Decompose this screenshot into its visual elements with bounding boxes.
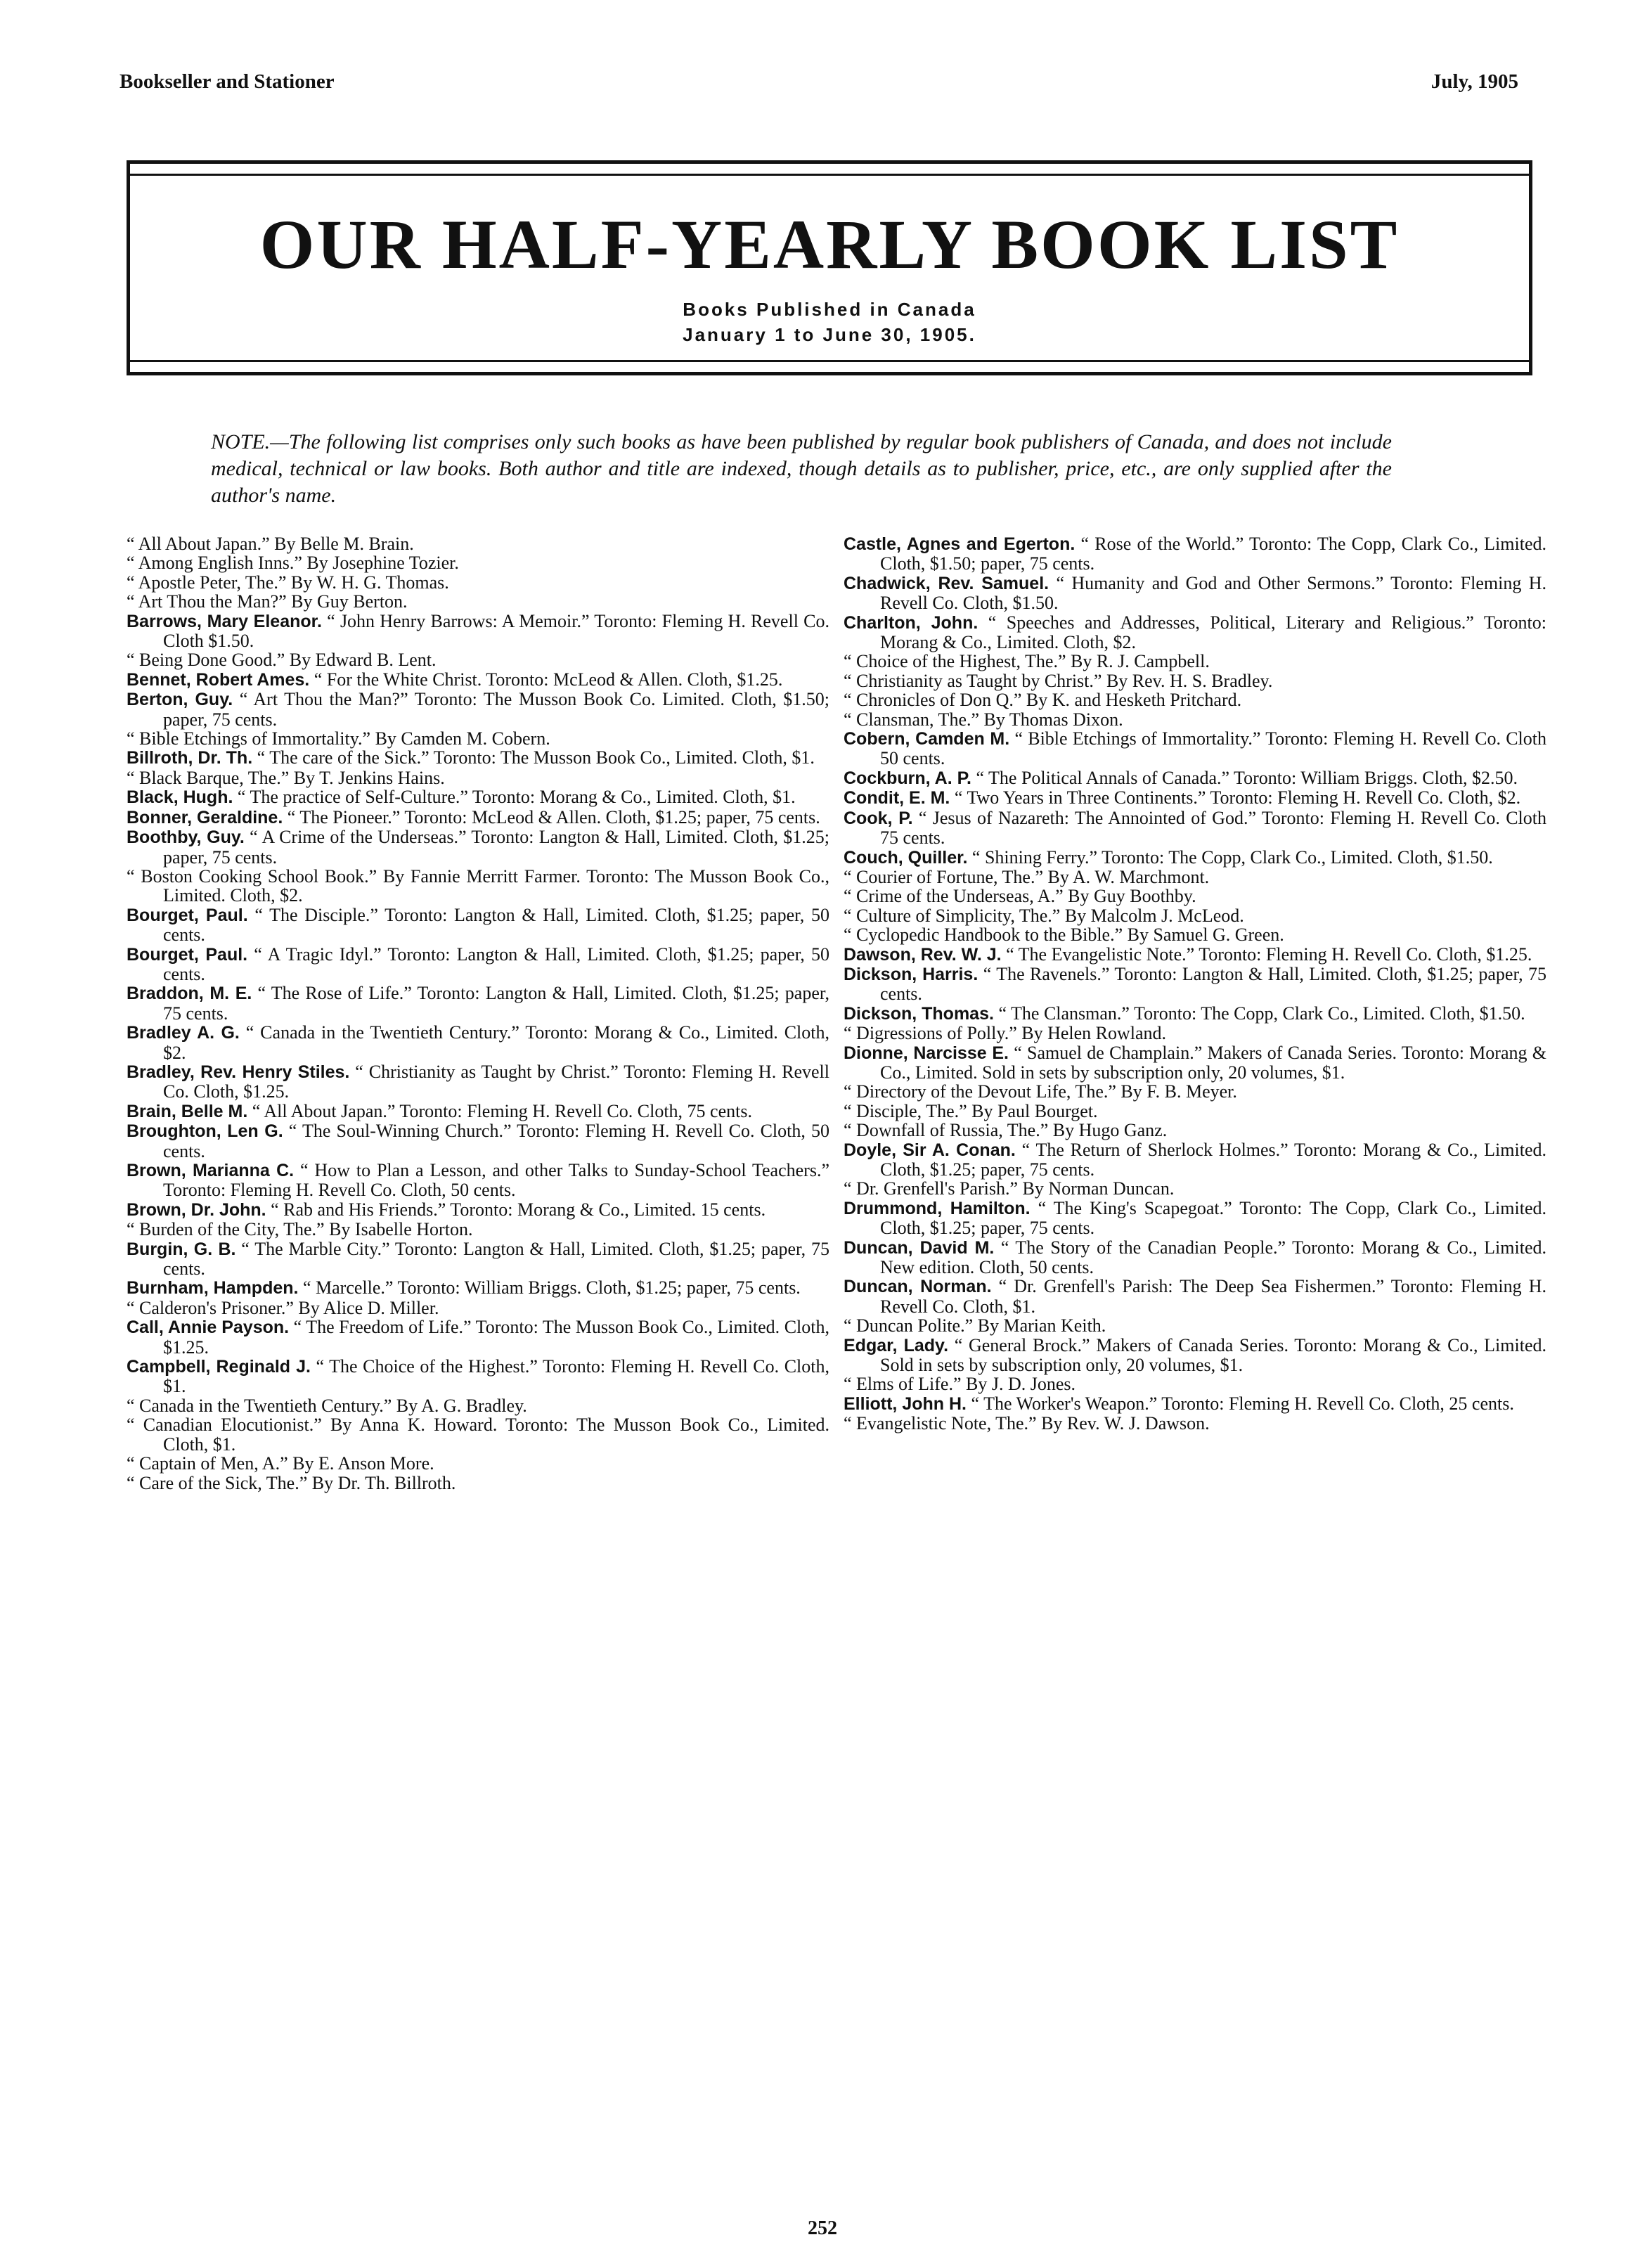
- book-entry: [844, 613, 1546, 652]
- book-entry: [127, 1317, 829, 1357]
- book-details: “ The Freedom of Life.” Toronto: The Musson Book Co., Limited. Cloth, $1.25.: [163, 1317, 829, 1358]
- running-head: [120, 70, 1518, 105]
- book-author: Condit, E. M.: [844, 788, 950, 808]
- book-entry: [127, 1161, 829, 1200]
- book-entry: [127, 1102, 829, 1121]
- book-entry: [127, 984, 829, 1023]
- book-entry: [844, 1199, 1546, 1238]
- book-details: “ Digressions of Polly.” By Helen Rowland.: [844, 1023, 1167, 1044]
- book-entry: [844, 1238, 1546, 1277]
- book-details: “ Duncan Polite.” By Marian Keith.: [844, 1315, 1106, 1336]
- book-author: Doyle, Sir A. Conan.: [844, 1140, 1016, 1160]
- book-author: Boothby, Guy.: [127, 827, 245, 848]
- book-entry: [127, 534, 829, 553]
- book-entry: [127, 1023, 829, 1062]
- book-entry: [844, 848, 1546, 868]
- book-details: “ The Story of the Canadian People.” Toronto: Morang & Co., Limited. New edition. Cloth, 50 cents.: [880, 1237, 1546, 1278]
- book-entry: [844, 1394, 1546, 1414]
- book-author: Cockburn, A. P.: [844, 768, 971, 788]
- book-entry: [844, 1082, 1546, 1101]
- book-entry: [844, 868, 1546, 887]
- issue-date: July, 1905: [1430, 70, 1518, 93]
- book-details: “ A Tragic Idyl.” Toronto: Langton & Hall, Limited. Cloth, $1.25; paper, 50 cents.: [163, 943, 829, 984]
- book-entry: [127, 573, 829, 592]
- book-entry: [844, 768, 1546, 788]
- book-entry: [844, 788, 1546, 808]
- book-details: “ The Evangelistic Note.” Toronto: Fleming H. Revell Co. Cloth, $1.25.: [1001, 943, 1532, 965]
- book-details: “ Marcelle.” Toronto: William Briggs. Cloth, $1.25; paper, 75 cents.: [298, 1277, 801, 1299]
- book-entry: [127, 690, 829, 729]
- book-details: “ Chronicles of Don Q.” By K. and Hesketh Pritchard.: [844, 690, 1242, 711]
- book-details: “ Cyclopedic Handbook to the Bible.” By Samuel G. Green.: [844, 924, 1284, 946]
- book-details: “ Clansman, The.” By Thomas Dixon.: [844, 709, 1123, 730]
- book-details: “ Apostle Peter, The.” By W. H. G. Thomas.: [127, 572, 449, 593]
- book-author: Bourget, Paul.: [127, 905, 248, 925]
- book-author: Bourget, Paul.: [127, 944, 248, 965]
- book-entry: [844, 1043, 1546, 1083]
- book-author: Drummond, Hamilton.: [844, 1198, 1031, 1218]
- book-entry: [127, 1396, 829, 1415]
- book-details: “ Dr. Grenfell's Parish: The Deep Sea Fishermen.” Toronto: Fleming H. Revell Co. Cloth, $1.: [880, 1276, 1546, 1317]
- book-entry: [127, 1239, 829, 1279]
- book-entry: [127, 867, 829, 906]
- book-entry: [127, 729, 829, 748]
- book-details: “ Bible Etchings of Immortality.” Toronto: Fleming H. Revell Co. Cloth 50 cents.: [880, 728, 1546, 769]
- column-left: [127, 534, 829, 1493]
- book-details: “ All About Japan.” Toronto: Fleming H. Revell Co. Cloth, 75 cents.: [247, 1100, 752, 1121]
- book-entry: [127, 1200, 829, 1220]
- book-entry: [127, 553, 829, 572]
- book-author: Brain, Belle M.: [127, 1101, 248, 1121]
- book-entry: [844, 808, 1546, 848]
- book-details: “ The Political Annals of Canada.” Toronto: William Briggs. Cloth, $2.50.: [971, 767, 1518, 788]
- book-author: Burnham, Hampden.: [127, 1278, 299, 1299]
- book-details: “ Culture of Simplicity, The.” By Malcolm J. McLeod.: [844, 905, 1244, 926]
- book-entry: [127, 1299, 829, 1317]
- book-details: “ Downfall of Russia, The.” By Hugo Ganz.: [844, 1120, 1168, 1141]
- book-details: “ Dr. Grenfell's Parish.” By Norman Duncan.: [844, 1178, 1175, 1199]
- book-details: “ The Marble City.” Toronto: Langton & Hall, Limited. Cloth, $1.25; paper, 75 cents.: [163, 1238, 829, 1280]
- book-details: “ Canada in the Twentieth Century.” Toronto: Morang & Co., Limited. Cloth, $2.: [163, 1022, 829, 1063]
- book-entry: [844, 574, 1546, 613]
- book-entry: [844, 1179, 1546, 1198]
- book-details: “ The Disciple.” Toronto: Langton & Hall, Limited. Cloth, $1.25; paper, 50 cents.: [163, 904, 829, 946]
- title-box: [127, 160, 1532, 375]
- book-author: Burgin, G. B.: [127, 1239, 236, 1259]
- book-details: “ Art Thou the Man?” Toronto: The Musson Book Co. Limited. Cloth, $1.50; paper, 75 cents.: [163, 689, 829, 730]
- book-details: “ Evangelistic Note, The.” By Rev. W. J. Dawson.: [844, 1413, 1210, 1434]
- book-author: Duncan, David M.: [844, 1237, 995, 1258]
- book-entry: [844, 1316, 1546, 1335]
- book-entry: [844, 1277, 1546, 1316]
- book-entry: [844, 1024, 1546, 1043]
- book-entry: [127, 1474, 829, 1493]
- book-entry: [844, 887, 1546, 906]
- book-entry: [127, 1278, 829, 1298]
- book-entry: [844, 652, 1546, 671]
- book-entry: [127, 1062, 829, 1102]
- book-details: “ The Rose of Life.” Toronto: Langton & Hall, Limited. Cloth, $1.25; paper, 75 cents.: [163, 983, 830, 1024]
- book-entry: [844, 1374, 1546, 1393]
- book-author: Couch, Quiller.: [844, 847, 968, 868]
- book-author: Campbell, Reginald J.: [127, 1357, 311, 1377]
- book-details: “ Calderon's Prisoner.” By Alice D. Miller.: [127, 1297, 439, 1318]
- book-entry: [844, 729, 1546, 768]
- book-details: “ The practice of Self-Culture.” Toronto: Morang & Co., Limited. Cloth, $1.: [233, 787, 796, 808]
- book-details: “ The Clansman.” Toronto: The Copp, Clark Co., Limited. Cloth, $1.50.: [993, 1003, 1525, 1024]
- book-entry: [844, 965, 1546, 1004]
- book-author: Call, Annie Payson.: [127, 1317, 290, 1338]
- book-entry: [844, 671, 1546, 690]
- book-entry: [844, 534, 1546, 574]
- book-details: “ Canadian Elocutionist.” By Anna K. Howard. Toronto: The Musson Book Co., Limited. Cloth, $1.: [127, 1415, 829, 1455]
- book-author: Billroth, Dr. Th.: [127, 748, 253, 768]
- book-details: “ The Worker's Weapon.” Toronto: Fleming H. Revell Co. Cloth, 25 cents.: [967, 1393, 1514, 1414]
- book-entry: [844, 1102, 1546, 1121]
- book-details: “ Canada in the Twentieth Century.” By A. G. Bradley.: [127, 1395, 527, 1416]
- book-details: “ Among English Inns.” By Josephine Tozier.: [127, 553, 459, 574]
- book-details: “ Choice of the Highest, The.” By R. J. Campbell.: [844, 651, 1210, 672]
- book-details: “ Being Done Good.” By Edward B. Lent.: [127, 650, 437, 671]
- book-details: “ The Pioneer.” Toronto: McLeod & Allen. Cloth, $1.25; paper, 75 cents.: [283, 806, 820, 827]
- book-details: “ Shining Ferry.” Toronto: The Copp, Clark Co., Limited. Cloth, $1.50.: [967, 846, 1493, 868]
- book-author: Bradley A. G.: [127, 1023, 240, 1043]
- book-details: “ Courier of Fortune, The.” By A. W. Marchmont.: [844, 866, 1210, 887]
- book-entry: [127, 670, 829, 690]
- book-entry: [127, 827, 829, 867]
- book-author: Duncan, Norman.: [844, 1277, 992, 1297]
- book-author: Cobern, Camden M.: [844, 729, 1010, 749]
- book-details: “ Jesus of Nazareth: The Annointed of God.” Toronto: Fleming H. Revell Co. Cloth 75 cents.: [880, 807, 1546, 849]
- book-details: “ How to Plan a Lesson, and other Talks to Sunday-School Teachers.” Toronto: Fleming H. Revell Co. Cloth, 50 cents.: [163, 1160, 829, 1201]
- page-subtitle: Books Published in Canada: [683, 299, 976, 320]
- date-range: January 1 to June 30, 1905.: [683, 324, 976, 345]
- book-author: Cook, P.: [844, 808, 913, 828]
- book-author: Dickson, Harris.: [844, 964, 978, 984]
- book-details: “ Bible Etchings of Immortality.” By Camden M. Cobern.: [127, 728, 550, 749]
- title-box-top-rule: [130, 174, 1529, 176]
- title-box-bottom-rule: [130, 360, 1529, 362]
- editorial-note: NOTE.—The following list comprises only such books as have been published by regular book publishers of Canada, and does not include medical, technical or law books. Both author and title are indexed, though details as to publisher, price, etc., are only supplied after the author's name.: [211, 430, 1392, 507]
- book-details: “ The Return of Sherlock Holmes.” Toronto: Morang & Co., Limited. Cloth, $1.25; paper, 75 cents.: [880, 1139, 1546, 1180]
- book-details: “ Christianity as Taught by Christ.” By Rev. H. S. Bradley.: [844, 670, 1273, 691]
- book-entry: [844, 925, 1546, 944]
- book-author: Edgar, Lady.: [844, 1335, 949, 1355]
- book-author: Dickson, Thomas.: [844, 1003, 994, 1024]
- book-details: “ Christianity as Taught by Christ.” Toronto: Fleming H. Revell Co. Cloth, $1.25.: [163, 1061, 829, 1102]
- book-details: “ Two Years in Three Continents.” Toronto: Fleming H. Revell Co. Cloth, $2.: [950, 787, 1521, 808]
- book-details: “ For the White Christ. Toronto: McLeod & Allen. Cloth, $1.25.: [309, 669, 783, 690]
- book-author: Dawson, Rev. W. J.: [844, 944, 1002, 965]
- book-details: “ The King's Scapegoat.” Toronto: The Copp, Clark Co., Limited. Cloth, $1.25; paper, 75 cents.: [880, 1197, 1546, 1239]
- book-entry: [844, 906, 1546, 925]
- book-entry: [844, 1336, 1546, 1375]
- page-number: 252: [808, 2217, 837, 2239]
- book-entry: [127, 1415, 829, 1454]
- book-author: Chadwick, Rev. Samuel.: [844, 573, 1049, 593]
- book-entry: [127, 592, 829, 611]
- book-entry: [127, 906, 829, 945]
- book-author: Castle, Agnes and Egerton.: [844, 534, 1076, 554]
- book-details: “ General Brock.” Makers of Canada Series. Toronto: Morang & Co., Limited. Sold in sets by subscription only, 20 volumes, $1.: [880, 1334, 1546, 1376]
- book-details: “ The Ravenels.” Toronto: Langton & Hall, Limited. Cloth, $1.25; paper, 75 cents.: [880, 963, 1546, 1005]
- book-details: “ Captain of Men, A.” By E. Anson More.: [127, 1453, 434, 1474]
- book-details: “ Elms of Life.” By J. D. Jones.: [844, 1374, 1076, 1395]
- book-entry: [127, 1121, 829, 1161]
- book-entry: [127, 768, 829, 787]
- book-details: “ Rose of the World.” Toronto: The Copp, Clark Co., Limited. Cloth, $1.50; paper, 75 cents.: [880, 534, 1546, 574]
- book-entry: [127, 945, 829, 984]
- book-details: “ Directory of the Devout Life, The.” By F. B. Meyer.: [844, 1081, 1237, 1102]
- book-details: “ The care of the Sick.” Toronto: The Musson Book Co., Limited. Cloth, $1.: [252, 747, 815, 768]
- book-entry: [844, 690, 1546, 709]
- book-details: “ Rab and His Friends.” Toronto: Morang & Co., Limited. 15 cents.: [266, 1199, 766, 1220]
- book-author: Barrows, Mary Eleanor.: [127, 611, 322, 631]
- book-details: “ The Choice of the Highest.” Toronto: Fleming H. Revell Co. Cloth, $1.: [163, 1356, 829, 1397]
- book-details: “ A Crime of the Underseas.” Toronto: Langton & Hall, Limited. Cloth, $1.25; paper, 75 cents.: [163, 827, 829, 868]
- column-right: [844, 534, 1546, 1433]
- book-author: Bennet, Robert Ames.: [127, 669, 310, 690]
- book-details: “ Speeches and Addresses, Political, Literary and Religious.” Toronto: Morang & Co., Limited. Cloth, $2.: [880, 612, 1547, 653]
- book-details: “ Disciple, The.” By Paul Bourget.: [844, 1100, 1098, 1121]
- book-entry: [844, 1140, 1546, 1180]
- book-entry: [844, 1004, 1546, 1024]
- book-entry: [127, 1220, 829, 1239]
- book-entry: [844, 1414, 1546, 1433]
- book-entry: [127, 650, 829, 669]
- book-entry: [844, 1121, 1546, 1140]
- book-details: “ Boston Cooking School Book.” By Fannie Merritt Farmer. Toronto: The Musson Book Co., Limited. Cloth, $2.: [127, 865, 829, 906]
- book-author: Bonner, Geraldine.: [127, 807, 283, 827]
- book-entry: [127, 787, 829, 807]
- book-author: Charlton, John.: [844, 612, 978, 633]
- book-details: “ Care of the Sick, The.” By Dr. Th. Billroth.: [127, 1472, 456, 1493]
- book-entry: [844, 945, 1546, 965]
- book-details: “ Art Thou the Man?” By Guy Berton.: [127, 591, 408, 612]
- book-entry: [127, 808, 829, 827]
- publication-name: Bookseller and Stationer: [120, 70, 335, 93]
- book-entry: [844, 710, 1546, 729]
- page-title: OUR HALF-YEARLY BOOK LIST: [259, 205, 1400, 283]
- book-author: Brown, Dr. John.: [127, 1199, 266, 1220]
- book-author: Braddon, M. E.: [127, 984, 252, 1004]
- book-author: Broughton, Len G.: [127, 1121, 283, 1142]
- book-details: “ Crime of the Underseas, A.” By Guy Boothby.: [844, 886, 1196, 907]
- book-details: “ The Soul-Winning Church.” Toronto: Fleming H. Revell Co. Cloth, 50 cents.: [163, 1121, 829, 1161]
- book-author: Elliott, John H.: [844, 1393, 967, 1414]
- book-author: Berton, Guy.: [127, 690, 233, 710]
- book-details: “ Burden of the City, The.” By Isabelle Horton.: [127, 1219, 473, 1240]
- book-entry: [127, 1454, 829, 1473]
- book-author: Bradley, Rev. Henry Stiles.: [127, 1062, 350, 1082]
- book-details: “ Samuel de Champlain.” Makers of Canada Series. Toronto: Morang & Co., Limited. Sold in sets by subscription only, 20 volumes, $1.: [880, 1042, 1546, 1083]
- book-details: “ All About Japan.” By Belle M. Brain.: [127, 534, 414, 554]
- book-entry: [127, 1357, 829, 1396]
- book-details: “ Black Barque, The.” By T. Jenkins Hains.: [127, 767, 445, 788]
- book-author: Black, Hugh.: [127, 787, 233, 808]
- book-details: “ Humanity and God and Other Sermons.” Toronto: Fleming H. Revell Co. Cloth, $1.50.: [880, 572, 1546, 614]
- book-entry: [127, 612, 829, 651]
- book-author: Dionne, Narcisse E.: [844, 1043, 1009, 1063]
- book-details: “ John Henry Barrows: A Memoir.” Toronto: Fleming H. Revell Co. Cloth $1.50.: [163, 610, 829, 652]
- book-author: Brown, Marianna C.: [127, 1161, 295, 1180]
- book-entry: [127, 748, 829, 768]
